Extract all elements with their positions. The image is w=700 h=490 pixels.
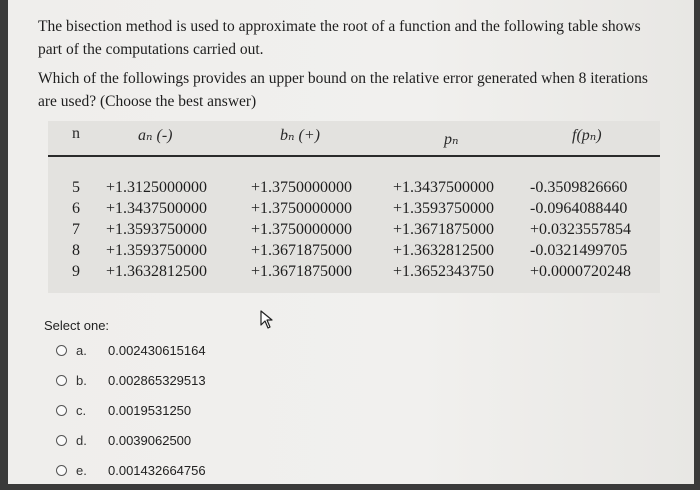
option-a[interactable] — [56, 341, 206, 359]
cell-pn: +1.3632812500 — [393, 242, 495, 259]
header-rule — [48, 155, 660, 157]
cell-pn: +1.3652343750 — [393, 263, 495, 280]
cell-bn: +1.3671875000 — [251, 242, 353, 259]
table-row — [48, 179, 660, 200]
table-header — [48, 121, 660, 157]
table-row — [48, 200, 660, 221]
header-bn: bₙ (+) — [280, 127, 320, 144]
radio-b[interactable] — [56, 375, 67, 386]
header-fpn: f(pₙ) — [572, 127, 602, 144]
option-c[interactable] — [56, 401, 191, 419]
cell-fpn: -0.0964088440 — [530, 200, 628, 217]
cell-bn: +1.3671875000 — [251, 263, 353, 280]
option-letter: c. — [76, 402, 87, 418]
mouse-pointer-icon — [260, 310, 276, 330]
table-row — [48, 242, 660, 263]
header-n: n — [72, 125, 80, 142]
cell-n: 8 — [72, 242, 80, 259]
cell-an: +1.3437500000 — [106, 200, 208, 217]
option-e[interactable] — [56, 461, 206, 479]
option-letter: e. — [76, 462, 87, 478]
table-body — [48, 179, 660, 284]
cell-fpn: -0.0321499705 — [530, 242, 628, 259]
table-row — [48, 263, 660, 284]
cell-an: +1.3125000000 — [106, 179, 208, 196]
cell-an: +1.3593750000 — [106, 221, 208, 238]
option-value: 0.0039062500 — [108, 432, 192, 448]
quiz-page — [8, 0, 694, 484]
table-row — [48, 221, 660, 242]
cell-n: 9 — [72, 263, 80, 280]
radio-c[interactable] — [56, 405, 67, 416]
radio-d[interactable] — [56, 435, 67, 446]
cell-n: 5 — [72, 179, 80, 196]
option-letter: d. — [76, 432, 87, 448]
cell-fpn: +0.0323557854 — [530, 221, 632, 238]
cell-bn: +1.3750000000 — [251, 179, 353, 196]
cell-bn: +1.3750000000 — [251, 200, 353, 217]
header-pn: pₙ — [444, 131, 459, 148]
radio-a[interactable] — [56, 345, 67, 356]
cell-pn: +1.3437500000 — [393, 179, 495, 196]
cell-pn: +1.3671875000 — [393, 221, 495, 238]
radio-e[interactable] — [56, 465, 67, 476]
header-an: aₙ (-) — [138, 127, 173, 144]
option-value: 0.001432664756 — [108, 462, 206, 478]
select-one-label: Select one: — [44, 318, 110, 333]
cell-fpn: -0.3509826660 — [530, 179, 628, 196]
question-prompt: Which of the followings provides an upper bound on the relative error generated when 8 iterations are used? (Choose the best answer) — [38, 70, 648, 110]
question-intro: The bisection method is used to approximate the root of a function and the following table shows part of the computations carried out. — [38, 18, 641, 58]
option-value: 0.002430615164 — [108, 342, 206, 358]
option-letter: b. — [76, 372, 87, 388]
option-b[interactable] — [56, 371, 206, 389]
cell-bn: +1.3750000000 — [251, 221, 353, 238]
cell-pn: +1.3593750000 — [393, 200, 495, 217]
option-value: 0.002865329513 — [108, 372, 206, 388]
cell-an: +1.3632812500 — [106, 263, 208, 280]
cell-n: 6 — [72, 200, 80, 217]
cell-fpn: +0.0000720248 — [530, 263, 632, 280]
option-value: 0.0019531250 — [108, 402, 192, 418]
option-d[interactable] — [56, 431, 191, 449]
option-letter: a. — [76, 342, 87, 358]
cell-n: 7 — [72, 221, 80, 238]
cell-an: +1.3593750000 — [106, 242, 208, 259]
bisection-table — [48, 121, 660, 293]
